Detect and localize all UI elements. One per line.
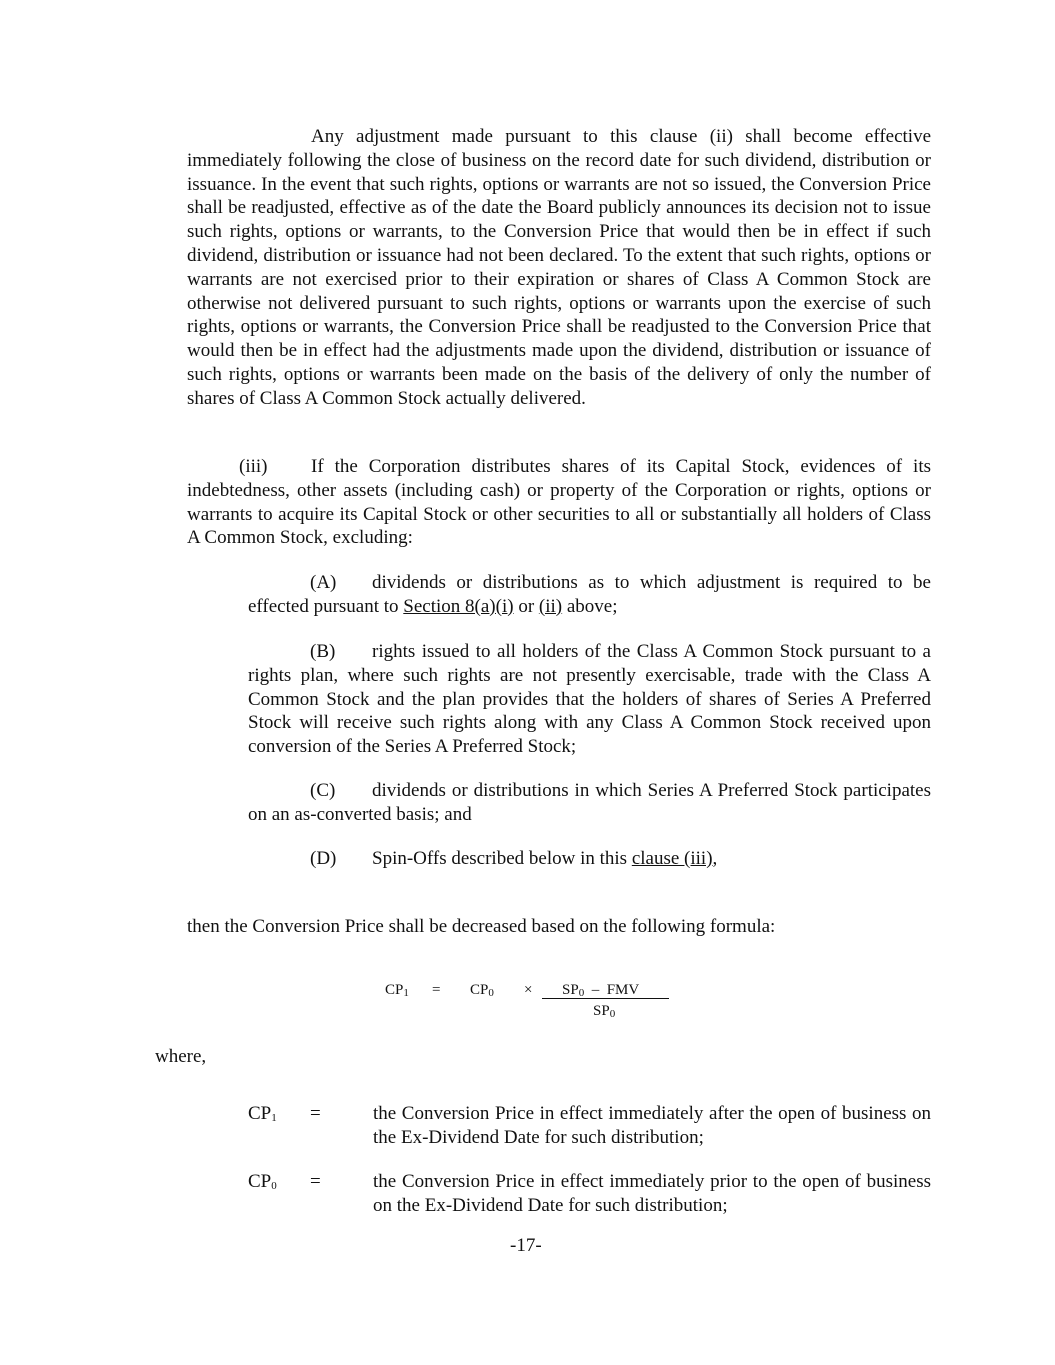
formula-numerator: $SP_0$ – FMV	[562, 982, 640, 999]
section-8-a-i-reference: Section 8(a)(i)	[403, 595, 514, 617]
item-a	[248, 571, 931, 619]
item-d-label: (D)	[310, 848, 337, 869]
formula-denominator: $SP_0$	[593, 1003, 616, 1020]
item-b-label: (B)	[310, 641, 336, 662]
item-a-label: (A)	[310, 572, 337, 593]
formula-lhs: $CP_1$	[385, 982, 409, 999]
definition-text-cp1: the Conversion Price in effect immediately after the open of business on the Ex-Dividend Date for such distribution;	[373, 1103, 931, 1148]
definition-text-cp0: the Conversion Price in effect immediately prior to the open of business on the Ex-Dividend Date for such distribution;	[373, 1171, 931, 1216]
formula-intro-line: then the Conversion Price shall be decreased based on the following formula:	[187, 916, 776, 937]
formula-equals: =	[432, 982, 441, 998]
formula-cp0: $CP_0$	[470, 982, 494, 999]
clause-label-iii: (iii)	[239, 456, 268, 477]
item-c-label: (C)	[310, 780, 336, 801]
item-b	[248, 640, 931, 759]
item-d-text-after: ,	[712, 848, 718, 869]
item-d-text-before: Spin-Offs described below in this	[372, 848, 632, 869]
item-c-text: dividends or distributions in which Series A Preferred Stock participates on an as-converted basis; and	[248, 780, 931, 825]
clause-ii-reference: (ii)	[538, 595, 563, 617]
item-b-text: rights issued to all holders of the Class A Common Stock pursuant to a rights plan, where such rights are not presently exercisable, trade with the Class A Common Stock and the plan provides that the holders of shares of Series A Preferred Stock will receive such rights along with any Class A Common Stock received upon conversion of the Series A Preferred Stock;	[248, 641, 931, 758]
paragraph-iii	[187, 455, 931, 550]
formula-times: ×	[524, 982, 533, 998]
item-a-text-after: above;	[562, 595, 618, 617]
item-a-mid: or	[513, 595, 539, 617]
clause-iii-text: If the Corporation distributes shares of its Capital Stock, evidences of its indebtedness, other assets (including cash) or property of the Corporation or rights, options or warrants to acquire its Capital Stock or other securities to all or substantially all holders of Class A Common Stock, excluding:	[187, 456, 931, 549]
definition-term-cp0: $CP_0$	[248, 1171, 277, 1192]
item-a-text-before: dividends or distributions as to which adjustment is required to be effected pursuant to	[248, 572, 931, 617]
page-number: -17-	[510, 1235, 542, 1256]
definition-term-cp1: $CP_1$	[248, 1103, 277, 1124]
definition-equals: =	[310, 1171, 321, 1192]
item-c	[248, 779, 931, 827]
definition-equals: =	[310, 1103, 321, 1124]
paragraph-ii-continuation: Any adjustment made pursuant to this clause (ii) shall become effective immediately following the close of business on the record date for such dividend, distribution or issuance. In the event that such rights, options or warrants are not so issued, the Conversion Price shall be readjusted, effective as of the date the Board publicly announces its decision not to issue such rights, options or warrants, to the Conversion Price that would then be in effect if such dividend, distribution or issuance had not been declared. To the extent that such rights, options or warrants are not exercised prior to their expiration or shares of Class A Common Stock are otherwise not delivered pursuant to such rights, options or warrants upon the exercise of such rights, options or warrants, the Conversion Price shall be readjusted to the Conversion Price that would then be in effect had the adjustments made upon the dividend, distribution or issuance of such rights, options or warrants been made on the basis of the delivery of only the number of shares of Class A Common Stock actually delivered.	[187, 126, 931, 409]
where-label: where,	[155, 1046, 207, 1067]
fraction-bar	[542, 998, 669, 999]
clause-iii-reference: clause (iii)	[631, 848, 713, 869]
item-d	[248, 847, 931, 871]
